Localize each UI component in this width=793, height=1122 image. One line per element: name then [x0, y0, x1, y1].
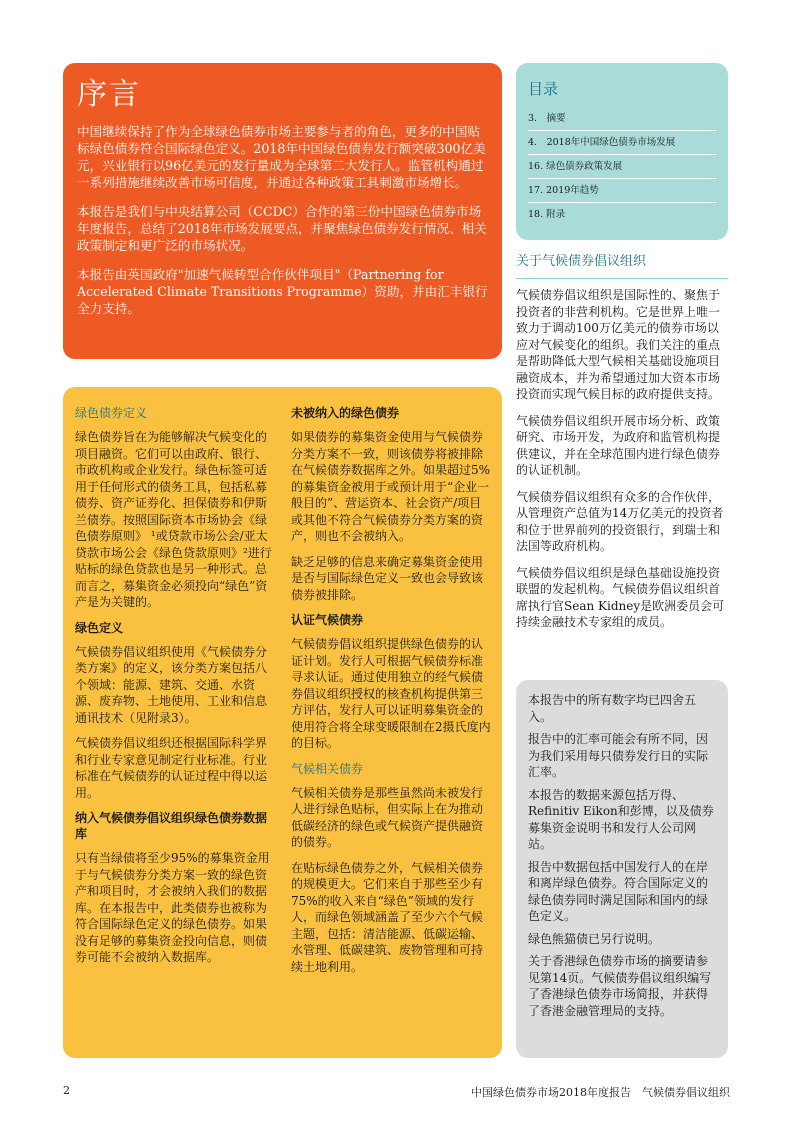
note-paragraph: 关于香港绿色债券市场的摘要请参见第14页。气候债券倡议组织编写了香港绿色债券市场简报，并获得了香港金融管理局的支持。: [528, 954, 712, 1018]
toc-item-market-development[interactable]: 4. 2018年中国绿色债券市场发展: [528, 131, 716, 155]
definition-paragraph: 只有当绿债将至少95%的募集资金用于与气候债券分类方案一致的绿色资产和项目时，才会被纳入我们的数据库。在本报告中，此类债券也被称为符合国际绿色定义的绿色债券。如果没有足够的募集资金投向信息，则债券可能不会被纳入数据库。: [75, 851, 270, 964]
note-paragraph: 报告中的汇率可能会有所不同，因为我们采用每只债券发行日的实际汇率。: [528, 732, 709, 779]
definition-paragraph: 如果债券的募集资金使用与气候债券分类方案不一致，则该债券将被排除在气候债券数据库之外。如果超过5%的募集资金被用于或预计用于“企业一般目的”、营运资本、社会资产/项目或其他不符合气候债券分类方案的资产，则也不会被纳入。: [291, 430, 491, 543]
definition-paragraph: 在贴标绿色债券之外，气候相关债券的规模更大。它们来自于那些至少有75%的收入来自“绿色”领域的发行人，而绿色领域涵盖了至少六个气候主题，包括：清洁能源、低碳运输、水管理、低碳建筑、废物管理和可持续土地利用。: [291, 860, 484, 974]
definitions-left-column: [75, 405, 277, 975]
table-of-contents: [516, 63, 728, 240]
about-title: 关于气候债券倡议组织: [516, 252, 728, 279]
about-paragraph: 气候债券倡议组织开展市场分析、政策研究、市场开发，为政府和监管机构提供建议，并在全球范围内进行绿色债券的认证机制。: [516, 413, 721, 477]
definition-paragraph: 绿色债券旨在为能够解决气候变化的项目融资。它们可以由政府、银行、市政机构或企业发行。绿色标签可适用于任何形式的债务工具，包括私募债券、资产证券化、担保债券和伊斯兰债券。按照国际资本市场协会《绿色债券原则》 ¹或贷款市场公会/亚太贷款市场公会《绿色贷款原则》²进行贴标的绿色贷款也是另一种形式。总而言之，募集资金必须投向“绿色”资产是为关键的。: [75, 430, 272, 609]
definition-paragraph: 缺乏足够的信息来确定募集资金使用是否与国际绿色定义一致也会导致该债券被排除。: [291, 554, 484, 602]
definition-heading: 绿色定义: [75, 620, 124, 635]
note-paragraph: 绿色熊猫债已另行说明。: [528, 931, 661, 946]
about-paragraph: 气候债券倡议组织是绿色基础设施投资联盟的发起机构。气候债券倡议组织首席执行官Sean Kidney是欧洲委员会可持续金融技术专家组的成员。: [516, 565, 725, 629]
page-number: 2: [63, 1084, 70, 1097]
definition-heading: 气候相关债券: [291, 761, 364, 776]
foreword-paragraph: 中国继续保持了作为全球绿色债券市场主要参与者的角色，更多的中国贴标绿色债券符合国际绿色定义。2018年中国绿色债券发行额突破300亿美元，兴业银行以96亿美元的发行量成为全球第二大发行人。监管机构通过一系列措施继续改善市场可信度，并通过各种政策工具刺激市场增长。: [77, 124, 486, 190]
foreword-paragraph: 本报告是我们与中央结算公司（CCDC）合作的第三份中国绿色债券市场年度报告，总结了2018年市场发展要点，并聚焦绿色债券发行情况、相关政策制定和更广泛的市场状况。: [77, 204, 487, 253]
toc-item-summary[interactable]: 3. 摘要: [528, 107, 716, 131]
definition-paragraph: 气候相关债券是那些虽然尚未被发行人进行绿色贴标，但实际上在为推动低碳经济的绿色或气候资产提供融资的债券。: [291, 785, 484, 849]
toc-item-policy[interactable]: 16. 绿色债券政策发展: [528, 155, 716, 179]
note-paragraph: 报告中数据包括中国发行人的在岸和离岸绿色债券。符合国际定义的绿色债券同时满足国际和国内的绿色定义。: [528, 859, 709, 923]
definition-paragraph: 气候债券倡议组织使用《气候债券分类方案》的定义，该分类方案包括八个领域：能源、建筑、交通、水资源、废弃物、土地使用、工业和信息通讯技术（见附录3）。: [75, 644, 268, 725]
note-paragraph: 本报告中的所有数字均已四舍五入。: [528, 693, 697, 724]
toc-item-appendix[interactable]: 18. 附录: [528, 209, 566, 220]
about-paragraph: 气候债券倡议组织有众多的合作伙伴，从管理资产总值为14万亿美元的投资者和位于世界前列的投资银行，到瑞士和法国等政府机构。: [516, 489, 724, 553]
note-paragraph: 本报告的数据来源包括万得、Refinitiv Eikon和彭博，以及债券募集资金说明书和发行人公司网站。: [528, 787, 714, 851]
about-section: [516, 252, 728, 641]
about-paragraph: 气候债券倡议组织是国际性的、聚焦于投资者的非营利机构。它是世界上唯一致力于调动100万亿美元的债券市场以应对气候变化的组织。我们关注的重点是帮助降低大型气候相关基础设施项目融资成本，并为希望通过加大资本市场投资而实现气候目标的政府提供支持。: [516, 288, 721, 401]
definitions-right-column: [291, 405, 493, 984]
notes-panel: [516, 680, 728, 1058]
footer-title: 中国绿色债券市场2018年度报告 气候债券倡议组织: [471, 1086, 730, 1099]
definition-heading: 绿色债券定义: [75, 406, 148, 420]
definitions-panel: [63, 387, 502, 1058]
toc-item-trends[interactable]: 17. 2019年趋势: [528, 179, 716, 203]
foreword-title: 序言: [77, 77, 141, 112]
foreword-panel: [63, 63, 502, 359]
toc-title: 目录: [528, 80, 559, 98]
definition-paragraph: 气候债券倡议组织提供绿色债券的认证计划。发行人可根据气候债券标准寻求认证。通过使用独立的经气候债券倡议组织授权的核查机构提供第三方评估，发行人可以证明募集资金的使用符合将全球变暖限制在2摄氏度内的目标。: [291, 637, 491, 750]
definition-paragraph: 气候债券倡议组织还根据国际科学界和行业专家意见制定行业标准。行业标准在气候债券的认证过程中得以运用。: [75, 736, 268, 800]
definition-heading: 未被纳入的绿色债券: [291, 406, 400, 420]
foreword-paragraph: 本报告由英国政府"加速气候转型合作伙伴项目"（Partnering for Accelerated Climate Transitions Programme）资助，并由汇丰银行全力支持。: [77, 267, 488, 316]
definition-heading: 纳入气候债券倡议组织绿色债券数据库: [75, 811, 268, 841]
definition-heading: 认证气候债券: [291, 613, 364, 627]
